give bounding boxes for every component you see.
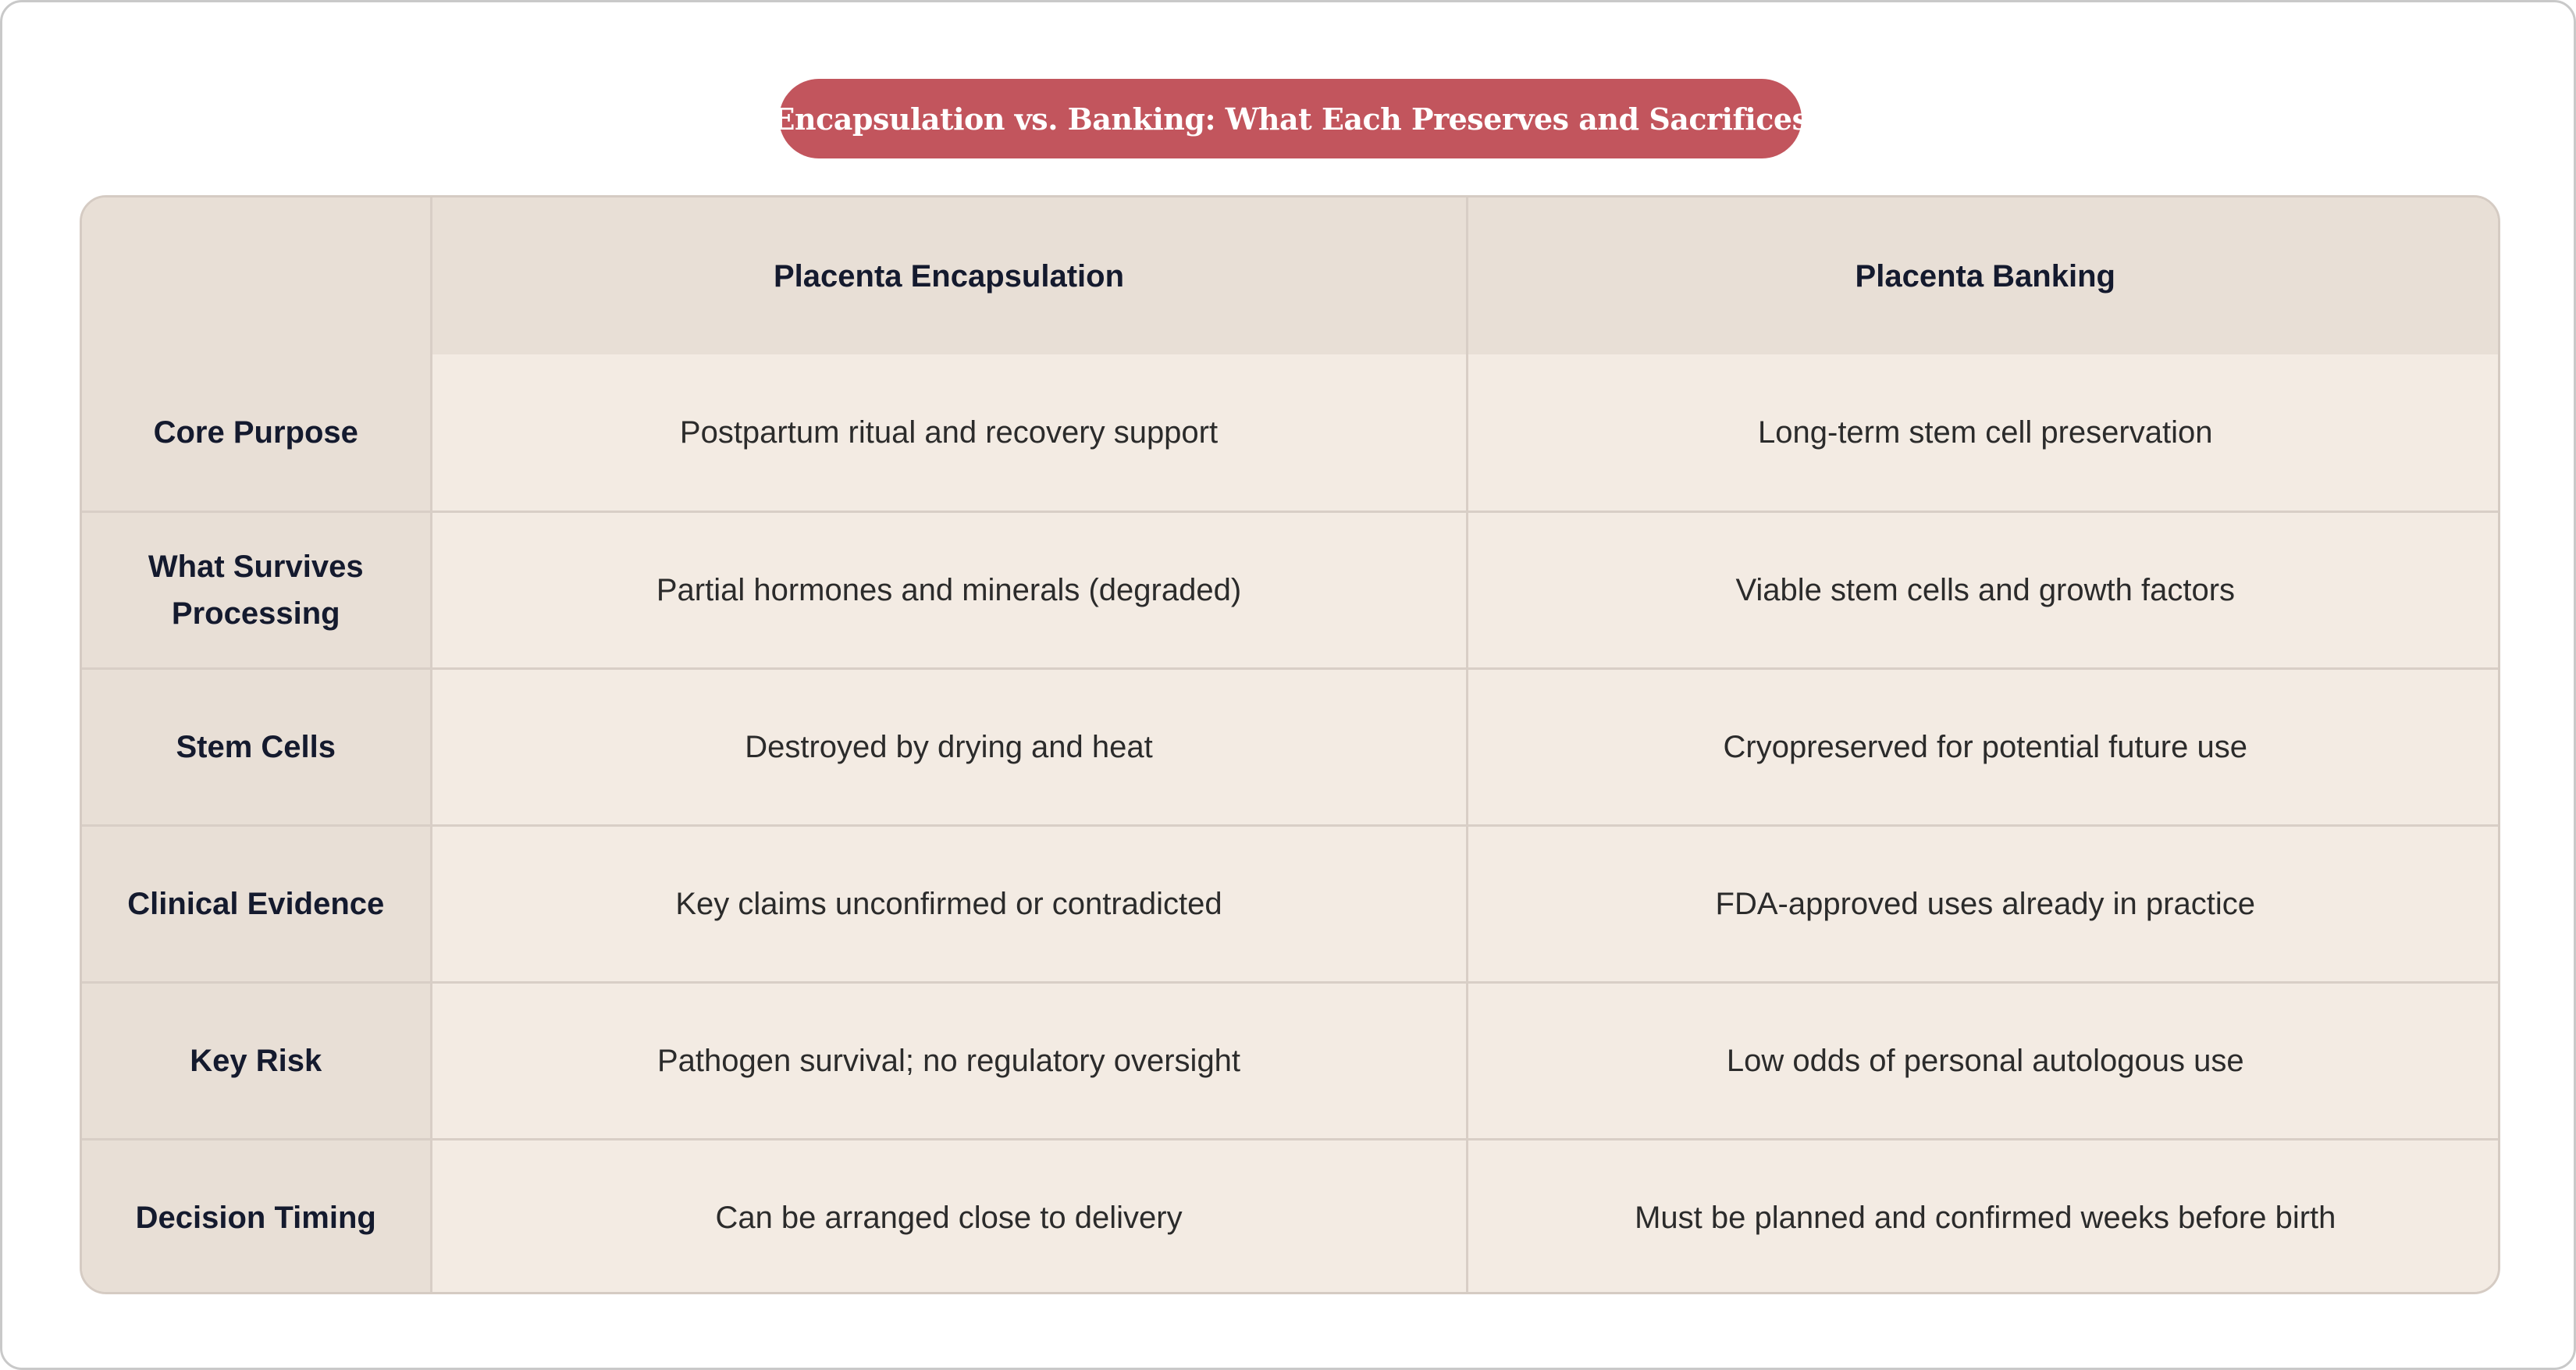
row-label: Core Purpose [82,354,431,511]
table-row [82,982,2500,1139]
table-row [82,511,2500,668]
table-row [82,825,2500,982]
column-header-encapsulation: Placenta Encapsulation [431,197,1467,354]
table-row [82,354,2500,511]
encapsulation-cell: Key claims unconfirmed or contradicted [431,825,1467,982]
banking-cell: Low odds of personal autologous use [1467,982,2500,1139]
row-label: What Survives Processing [82,511,431,668]
row-label: Decision Timing [82,1139,431,1294]
table-corner-cell [82,197,431,354]
banking-cell: Long-term stem cell preservation [1467,354,2500,511]
banking-cell: Cryopreserved for potential future use [1467,668,2500,825]
row-label: Key Risk [82,982,431,1139]
banking-cell: Must be planned and confirmed weeks before birth [1467,1139,2500,1294]
row-label: Clinical Evidence [82,825,431,982]
page-title: Encapsulation vs. Banking: What Each Preserves and Sacrifices [779,79,1802,158]
banking-cell: FDA-approved uses already in practice [1467,825,2500,982]
column-header-banking: Placenta Banking [1467,197,2500,354]
row-label: Stem Cells [82,668,431,825]
table-row [82,668,2500,825]
encapsulation-cell: Can be arranged close to delivery [431,1139,1467,1294]
table-row [82,1139,2500,1294]
encapsulation-cell: Postpartum ritual and recovery support [431,354,1467,511]
table-header-row [82,197,2500,354]
comparison-table [82,197,2500,1294]
encapsulation-cell: Partial hormones and minerals (degraded) [431,511,1467,668]
encapsulation-cell: Pathogen survival; no regulatory oversight [431,982,1467,1139]
encapsulation-cell: Destroyed by drying and heat [431,668,1467,825]
comparison-table-container [80,195,2500,1294]
banking-cell: Viable stem cells and growth factors [1467,511,2500,668]
